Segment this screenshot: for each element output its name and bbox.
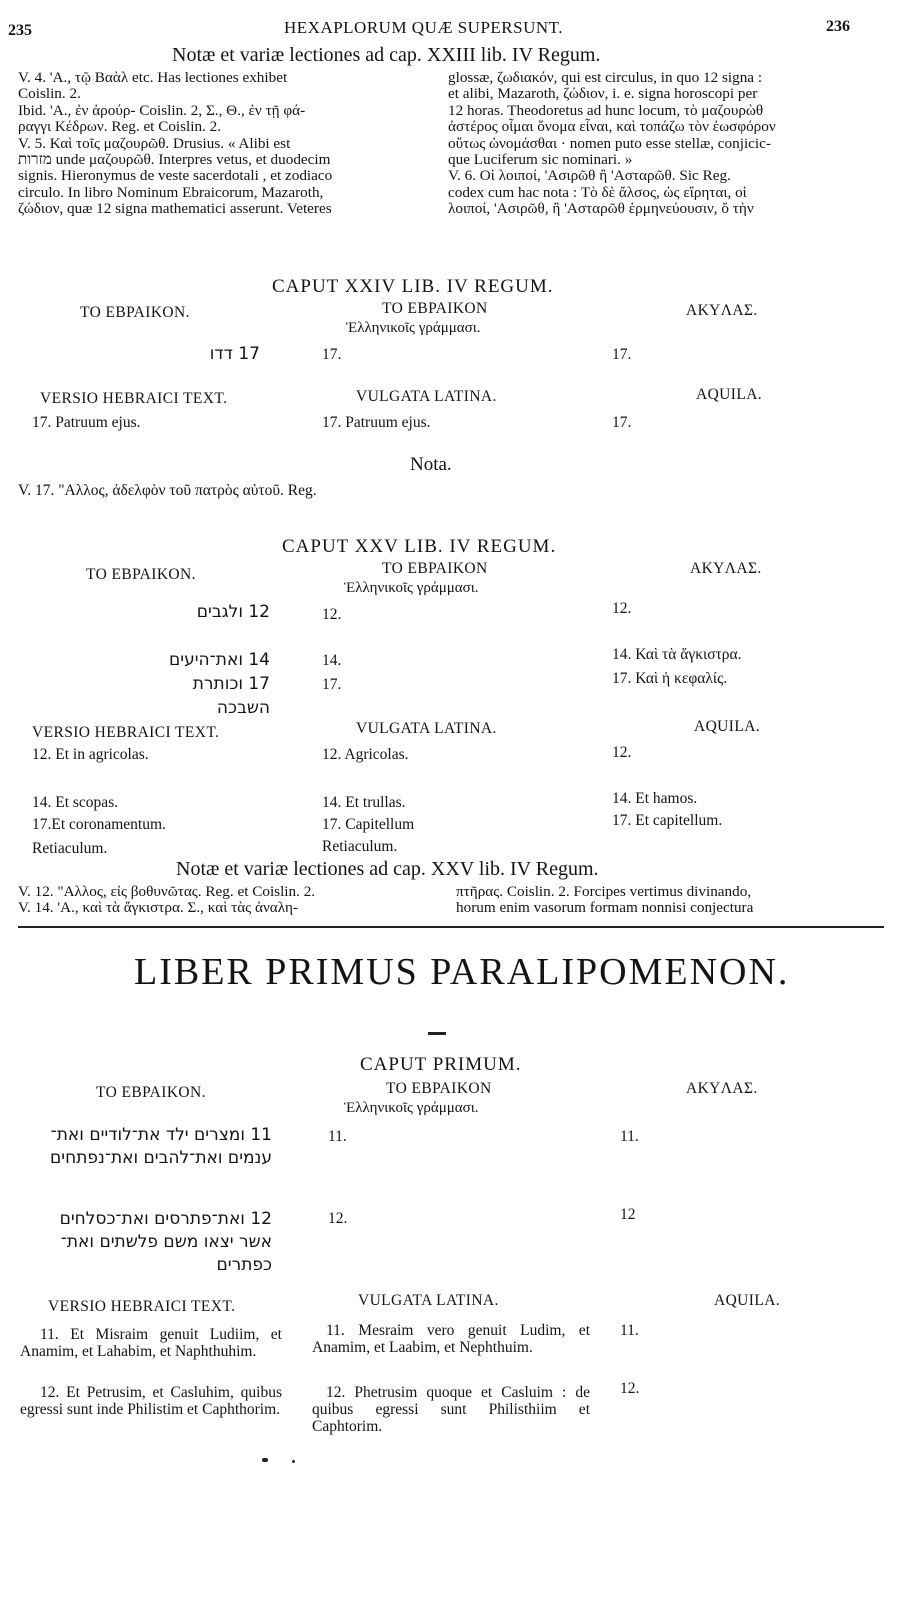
hebrew-verse-12 xyxy=(10,1208,272,1277)
heading-versio: VERSIO HEBRAICI TEXT. xyxy=(40,390,228,407)
aquila-latin-17: 17. Et capitellum. xyxy=(612,812,723,829)
versio-17-cont: Retiaculum. xyxy=(32,840,108,857)
note-line: V. 14. 'A., καὶ τὰ ἄγκιστρα. Σ., καὶ τὰς ἀναλη- xyxy=(18,899,298,917)
note-line: מזרות unde μαζουρῶθ. Interpres vetus, et duodecim xyxy=(18,151,331,169)
hebrew-line: ענמים ואת־להבים ואת־נפתחים xyxy=(50,1148,272,1168)
vulgata-12: 12. Agricolas. xyxy=(322,746,409,763)
heading-aquila: AQUILA. xyxy=(696,386,763,403)
aquila-latin-12: 12. xyxy=(612,744,632,761)
hebrew-verse-12: 12 ולגבים xyxy=(196,602,270,622)
heading-versio: VERSIO HEBRAICI TEXT. xyxy=(32,724,220,741)
versio-12: 12. Et in agricolas. xyxy=(32,746,149,763)
hebrew-line: כפתרים xyxy=(216,1255,272,1275)
vulgata-12: 12. Phetrusim quoque et Casluim : de quibus egressi sunt Philisthiim et Caphtorim. xyxy=(312,1384,590,1435)
heading-vulgata: VULGATA LATINA. xyxy=(356,388,497,405)
caput-24-title: CAPUT XXIV LIB. IV REGUM. xyxy=(272,276,554,297)
note-line: codex cum hac nota : Τὸ δὲ ἄλσος, ὡς εἴρηται, οἱ xyxy=(448,183,747,201)
greek-verse-11: 11. xyxy=(328,1128,347,1145)
heading-vulgata: VULGATA LATINA. xyxy=(356,720,497,737)
greek-verse-17: 17. xyxy=(322,676,342,693)
note-line: Coislin. 2. xyxy=(18,85,81,103)
col-heading-greek-letters: TO EBPAIKON xyxy=(382,300,488,317)
heading-versio: VERSIO HEBRAICI TEXT. xyxy=(48,1298,236,1315)
hebrew-verse-17: 17 דדו xyxy=(209,344,260,364)
notes-left-column xyxy=(18,884,438,917)
versio-17: 17.Et coronamentum. xyxy=(32,816,166,833)
note-line: ἀστέρος οἶμαι ὄνομα εἶναι, καὶ τοπάζω τὸν ἑωσφόρον xyxy=(448,118,776,136)
nota-line: V. 17. "Αλλος, ἀδελφὸν τοῦ πατρὸς αὐτοῦ. Reg. xyxy=(18,482,317,499)
col-heading-aquila: AKYΛAΣ. xyxy=(690,560,762,577)
note-line: glossæ, ζωδιακόν, qui est circulus, in quo 12 signa : xyxy=(448,69,763,86)
hebrew-verse-14: 14 ואת־היעים xyxy=(169,650,270,670)
vulgata-17: 17. Patruum ejus. xyxy=(322,414,431,431)
col-heading-hebrew: TO EBPAIKON. xyxy=(80,304,190,321)
col-heading-aquila: AKYΛAΣ. xyxy=(686,302,758,319)
note-line: V. 12. "Αλλος, εἰς βοθυνῶτας. Reg. et Coislin. 2. xyxy=(18,883,316,900)
running-title: HEXAPLORUM QUÆ SUPERSUNT. xyxy=(284,18,564,37)
aquila-latin-17: 17. xyxy=(612,414,632,431)
note-line: λοιποί, 'Ασιρῶθ, ἢ 'Ασταρῶθ ἑρμηνεύουσιν, ὅ τὴν xyxy=(448,200,754,218)
col-heading-aquila: AKYΛAΣ. xyxy=(686,1080,758,1097)
greek-verse-12: 12. xyxy=(322,606,342,623)
hebrew-line: 12 ואת־פתרסים ואת־כסלחים xyxy=(59,1209,272,1229)
note-line: οὕτως ὠνομάσθαι · nomen puto esse stellæ, conjicic- xyxy=(448,134,771,152)
book-title: LIBER PRIMUS PARALIPOMENON. xyxy=(134,951,790,993)
page-number-left: 235 xyxy=(8,22,32,39)
note-line: signis. Hieronymus de veste sacerdotali , et zodiaco xyxy=(18,167,333,185)
vulgata-11: 11. Mesraim vero genuit Ludim, et Anamim, et Laabim, et Nephthuim. xyxy=(312,1322,590,1356)
vulgata-17: 17. Capitellum xyxy=(322,816,415,833)
aquila-latin-11: 11. xyxy=(620,1322,639,1339)
col-subheading: Ἑλληνικοῖς γράμμασι. xyxy=(346,320,481,336)
page-number-right: 236 xyxy=(826,18,850,35)
vulgata-17-cont: Retiaculum. xyxy=(322,838,398,855)
aquila-verse-17: 17. Καὶ ἡ κεφαλίς. xyxy=(612,670,728,687)
hebrew-verse-17-cont: השבכה xyxy=(216,698,270,718)
ink-speck xyxy=(262,1458,268,1462)
note-line: V. 4. 'A., τῷ Βαὰλ etc. Has lectiones exhibet xyxy=(18,69,288,86)
notae-title-cap25: Notæ et variæ lectiones ad cap. XXV lib. IV Regum. xyxy=(176,858,599,880)
note-line: horum enim vasorum formam nonnisi conjectura xyxy=(456,899,754,917)
versio-14: 14. Et scopas. xyxy=(32,794,119,811)
section-divider xyxy=(18,926,884,928)
aquila-verse-12: 12 xyxy=(620,1206,636,1223)
aquila-latin-12: 12. xyxy=(620,1380,640,1397)
note-line: ζώδιον, quæ 12 signa mathematici asserunt. Veteres xyxy=(18,200,332,218)
col-heading-greek-letters: TO EBPAIKON xyxy=(386,1080,492,1097)
title-dash xyxy=(428,1032,446,1035)
versio-17: 17. Patruum ejus. xyxy=(32,414,141,431)
col-subheading: Ἑλληνικοῖς γράμμασι. xyxy=(344,1100,479,1116)
versio-11: 11. Et Misraim genuit Ludiim, et Anamim, et Lahabim, et Naphthuhim. xyxy=(20,1326,282,1360)
hebrew-line: 11 ומצרים ילד את־לודיים ואת־ xyxy=(50,1125,272,1145)
heading-vulgata: VULGATA LATINA. xyxy=(358,1292,499,1309)
heading-aquila: AQUILA. xyxy=(694,718,761,735)
notes-left-column xyxy=(18,70,438,218)
ink-speck xyxy=(292,1460,295,1463)
note-line: 12 horas. Theodoretus ad hunc locum, τὸ μαζουρὼθ xyxy=(448,101,764,119)
note-line: circulo. In libro Nominum Ebraicorum, Mazaroth, xyxy=(18,183,324,201)
aquila-verse-11: 11. xyxy=(620,1128,639,1145)
notes-right-column xyxy=(448,70,888,218)
hebrew-line: אשר יצאו משם פלשתים ואת־ xyxy=(60,1232,272,1252)
notes-right-column xyxy=(456,884,886,917)
greek-verse-14: 14. xyxy=(322,652,342,669)
col-heading-hebrew: TO EBPAIKON. xyxy=(96,1084,206,1101)
vulgata-14: 14. Et trullas. xyxy=(322,794,406,811)
col-heading-hebrew: TO EBPAIKON. xyxy=(86,566,196,583)
col-subheading: Ἑλληνικοῖς γράμμασι. xyxy=(344,580,479,596)
nota-title: Nota. xyxy=(410,454,452,475)
note-line: que Luciferum sic nominari. » xyxy=(448,151,633,169)
notae-title-cap23: Notæ et variæ lectiones ad cap. XXIII lib. IV Regum. xyxy=(172,44,601,66)
note-line: Ibid. 'A., ἐν ἀρούρ- Coislin. 2, Σ., Θ., ἐν τῇ φά- xyxy=(18,101,306,119)
note-line: ραγγι Κέδρων. Reg. et Coislin. 2. xyxy=(18,118,222,136)
heading-aquila: AQUILA. xyxy=(714,1292,781,1309)
aquila-verse-17: 17. xyxy=(612,346,632,363)
hebrew-verse-11 xyxy=(10,1124,272,1170)
greek-verse-12: 12. xyxy=(328,1210,348,1227)
aquila-latin-14: 14. Et hamos. xyxy=(612,790,698,807)
aquila-verse-12: 12. xyxy=(612,600,632,617)
note-line: πτῆρας. Coislin. 2. Forcipes vertimus divinando, xyxy=(456,883,752,900)
note-line: V. 6. Οἱ λοιποί, 'Ασιρῶθ ἢ 'Ασταρῶθ. Sic Reg. xyxy=(448,167,731,185)
note-line: V. 5. Καὶ τοῖς μαζουρῶθ. Drusius. « Alibi est xyxy=(18,134,291,152)
greek-verse-17: 17. xyxy=(322,346,342,363)
versio-12: 12. Et Petrusim, et Casluhim, quibus egressi sunt inde Philistim et Caphthorim. xyxy=(20,1384,282,1418)
hebrew-verse-17: 17 וכותרת xyxy=(192,674,270,694)
note-line: et alibi, Mazaroth, ζώδιον, i. e. signa horoscopi per xyxy=(448,85,758,103)
col-heading-greek-letters: TO EBPAIKON xyxy=(382,560,488,577)
caput-primum-title: CAPUT PRIMUM. xyxy=(360,1054,522,1075)
caput-25-title: CAPUT XXV LIB. IV REGUM. xyxy=(282,536,557,557)
aquila-verse-14: 14. Καὶ τὰ ἄγκιστρα. xyxy=(612,646,742,663)
